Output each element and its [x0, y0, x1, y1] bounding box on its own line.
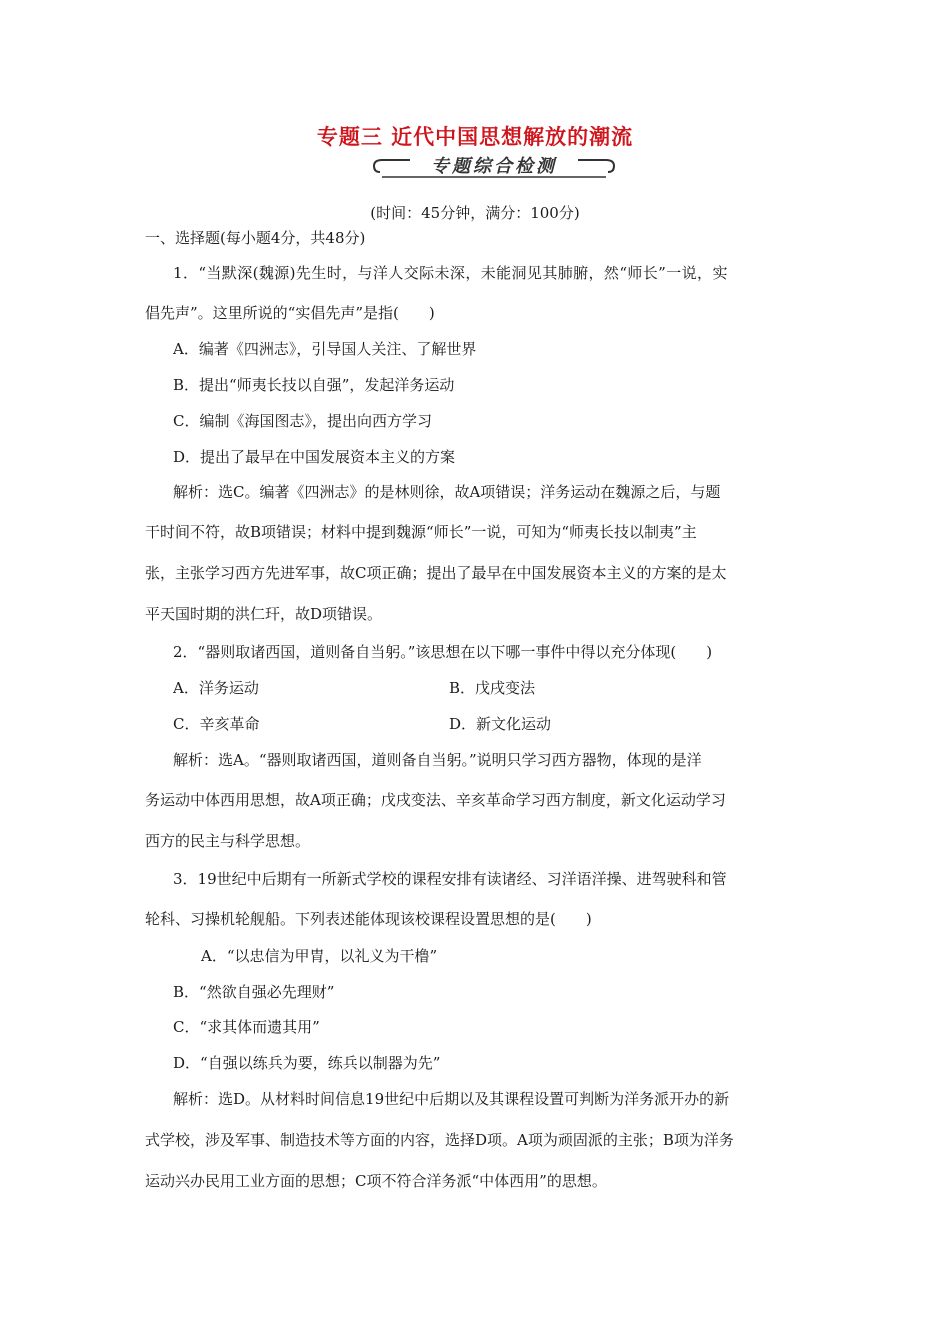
- q2-option-b: B．戊戌变法: [449, 679, 536, 697]
- q2-option-c: C．辛亥革命: [173, 715, 260, 733]
- q1-option-b: B．提出“师夷长技以自强”，发起洋务运动: [173, 376, 455, 394]
- q2-analysis-line2: 务运动中体西用思想，故A项正确；戊戌变法、辛亥革命学习西方制度，新文化运动学习: [145, 791, 726, 809]
- time-info: (时间：45分钟，满分：100分): [370, 204, 580, 222]
- q1-option-a: A．编著《四洲志》，引导国人关注、了解世界: [173, 340, 477, 358]
- q1-analysis-line1: 解析：选C。编著《四洲志》的是林则徐，故A项错误；洋务运动在魏源之后，与题: [173, 483, 721, 501]
- q3-stem-line1: 3．19世纪中后期有一所新式学校的课程安排有读诸经、习洋语洋操、进驾驶科和管: [173, 870, 727, 888]
- q1-option-c: C．编制《海国图志》，提出向西方学习: [173, 412, 432, 430]
- q3-option-c: C．“求其体而遗其用”: [173, 1018, 320, 1036]
- q3-option-d: D．“自强以练兵为要，练兵以制器为先”: [173, 1054, 441, 1072]
- q2-option-a: A．洋务运动: [173, 679, 259, 697]
- section-banner: [370, 150, 618, 184]
- q1-analysis-line4: 平天国时期的洪仁玕，故D项错误。: [145, 605, 383, 623]
- q2-analysis-line1: 解析：选A。“器则取诸西国，道则备自当躬。”说明只学习西方器物，体现的是洋: [173, 751, 702, 769]
- q2-option-d: D．新文化运动: [449, 715, 552, 733]
- q3-stem-line2: 轮科、习操机轮舰船。下列表述能体现该校课程设置思想的是( ): [145, 910, 592, 928]
- q3-option-b: B．“然欲自强必先理财”: [173, 983, 335, 1001]
- banner-label: 专题综合检测: [431, 156, 557, 177]
- q1-stem-line2: 倡先声”。这里所说的“实倡先声”是指( ): [145, 304, 435, 322]
- q3-analysis-line1: 解析：选D。从材料时间信息19世纪中后期以及其课程设置可判断为洋务派开办的新: [173, 1090, 730, 1108]
- q2-analysis-line3: 西方的民主与科学思想。: [145, 832, 311, 850]
- q1-option-d: D．提出了最早在中国发展资本主义的方案: [173, 448, 456, 466]
- q2-stem: 2．“器则取诸西国，道则备自当躬。”该思想在以下哪一事件中得以充分体现( ): [173, 643, 713, 661]
- q1-stem-line1: 1．“当默深(魏源)先生时，与洋人交际未深，未能洞见其肺腑，然“师长”一说，实: [173, 264, 728, 282]
- q1-analysis-line3: 张，主张学习西方先进军事，故C项正确；提出了最早在中国发展资本主义的方案的是太: [145, 564, 727, 582]
- page-title: 专题三 近代中国思想解放的潮流: [316, 125, 634, 149]
- q1-analysis-line2: 干时间不符，故B项错误；材料中提到魏源“师长”一说，可知为“师夷长技以制夷”主: [145, 523, 697, 541]
- q3-option-a: A．“以忠信为甲胄，以礼义为干橹”: [201, 947, 438, 965]
- q3-analysis-line2: 式学校，涉及军事、制造技术等方面的内容，选择D项。A项为顽固派的主张；B项为洋务: [145, 1131, 734, 1149]
- q3-analysis-line3: 运动兴办民用工业方面的思想；C项不符合洋务派“中体西用”的思想。: [145, 1172, 607, 1190]
- section-heading: 一、选择题(每小题4分，共48分): [145, 229, 366, 247]
